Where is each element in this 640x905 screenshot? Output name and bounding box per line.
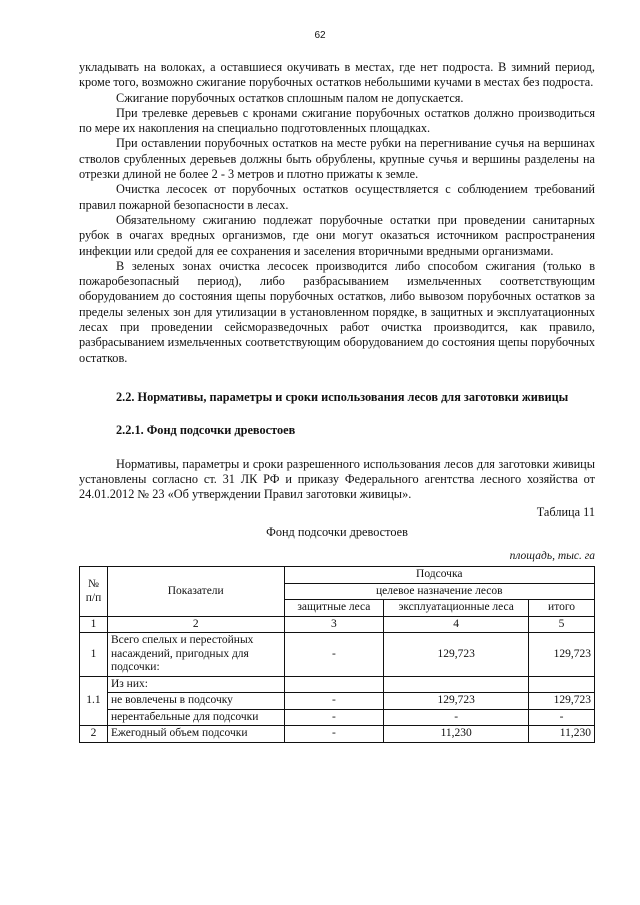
row-operational (384, 676, 529, 693)
row-operational: 11,230 (384, 726, 529, 743)
table-row (80, 693, 595, 710)
table-units: площадь, тыс. га (509, 550, 595, 563)
table-row (80, 676, 595, 693)
header-indicators: Показатели (107, 567, 284, 617)
header-group: Подсочка (284, 567, 594, 584)
row-name: Из них: (107, 676, 284, 693)
row-total: 129,723 (529, 693, 595, 710)
row-total: 129,723 (529, 633, 595, 677)
row-protective: - (284, 709, 384, 726)
row-total: - (529, 709, 595, 726)
table-row (80, 709, 595, 726)
column-number: 4 (384, 616, 529, 633)
page-number: 62 (314, 30, 326, 41)
subsection-heading: 2.2.1. Фонд подсочки древостоев (116, 423, 296, 438)
header-num: № п/п (80, 567, 108, 617)
row-protective (284, 676, 384, 693)
column-number: 1 (80, 616, 108, 633)
fund-table (79, 566, 595, 743)
paragraph-7: В зеленых зонах очистка лесосек производится либо способом сжигания (только в пожаробезопасный период), либо разбрасыванием измельченных соответствующим оборудованием до состояния щепы порубочных остатков, либо вывозом порубочных остатков за пределы зеленых зон для утилизации в установленном порядке, в защитных и эксплуатационных лесах при проведении сейсморазведочных работ очистка производится, как правило, разбрасыванием измельченных соответствующим оборудованием до состояния щепы порубочных остатков. (79, 258, 595, 365)
header-operational: эксплуатационные леса (384, 600, 529, 617)
column-number: 5 (529, 616, 595, 633)
column-number: 2 (107, 616, 284, 633)
row-operational: 129,723 (384, 633, 529, 677)
header-protective: защитные леса (284, 600, 384, 617)
row-total (529, 676, 595, 693)
row-num: 1 (80, 633, 108, 677)
intro-paragraph: Нормативы, параметры и сроки разрешенного использования лесов для заготовки живицы установлены согласно ст. 31 ЛК РФ и приказу Федерального агентства лесного хозяйства от 24.01.2012 № 23 «Об утверждении Правил заготовки живицы». (79, 456, 595, 502)
column-number: 3 (284, 616, 384, 633)
column-number-row (80, 616, 595, 633)
header-total: итого (529, 600, 595, 617)
paragraph-2: Сжигание порубочных остатков сплошным палом не допускается. (116, 90, 464, 105)
paragraph-6: Обязательному сжиганию подлежат порубочные остатки при проведении санитарных рубок в очагах вредных организмов, где они могут оказаться источником распространения инфекции или средой для ее сохранения и заселения вторичными вредными организмами. (79, 212, 595, 258)
table-row (80, 726, 595, 743)
row-name: Всего спелых и перестойных насаждений, пригодных для подсочки: (107, 633, 284, 677)
table-label: Таблица 11 (536, 505, 595, 520)
row-protective: - (284, 693, 384, 710)
table-row (80, 633, 595, 677)
row-operational: - (384, 709, 529, 726)
document-body (79, 60, 595, 743)
table-title: Фонд подсочки древостоев (266, 524, 408, 539)
row-num: 1.1 (80, 676, 108, 726)
section-heading: 2.2. Нормативы, параметры и сроки использования лесов для заготовки живицы (116, 389, 569, 404)
row-protective: - (284, 726, 384, 743)
header-subgroup: целевое назначение лесов (284, 583, 594, 600)
row-num: 2 (80, 726, 108, 743)
row-name: нерентабельные для подсочки (107, 709, 284, 726)
row-protective: - (284, 633, 384, 677)
row-name: Ежегодный объем подсочки (107, 726, 284, 743)
row-total: 11,230 (529, 726, 595, 743)
paragraph-4: При оставлении порубочных остатков на месте рубки на перегнивание сучья на вершинах стволов срубленных деревьев должны быть обрублены, крупные сучья и вершины разделены на отрезки длиной не более 2 - 3 метров и плотно прижаты к земле. (79, 136, 595, 182)
row-operational: 129,723 (384, 693, 529, 710)
row-name: не вовлечены в подсочку (107, 693, 284, 710)
paragraph-5: Очистка лесосек от порубочных остатков осуществляется с соблюдением требований правил пожарной безопасности в лесах. (79, 182, 595, 212)
paragraph-1: укладывать на волоках, а оставшиеся окучивать в местах, где нет подроста. В зимний период, кроме того, возможно сжигание порубочных остатков небольшими кучами в местах без подроста. (79, 60, 595, 90)
paragraph-3: При трелевке деревьев с кронами сжигание порубочных остатков должно производиться по мере их накопления на специально подготовленных площадках. (79, 105, 595, 136)
